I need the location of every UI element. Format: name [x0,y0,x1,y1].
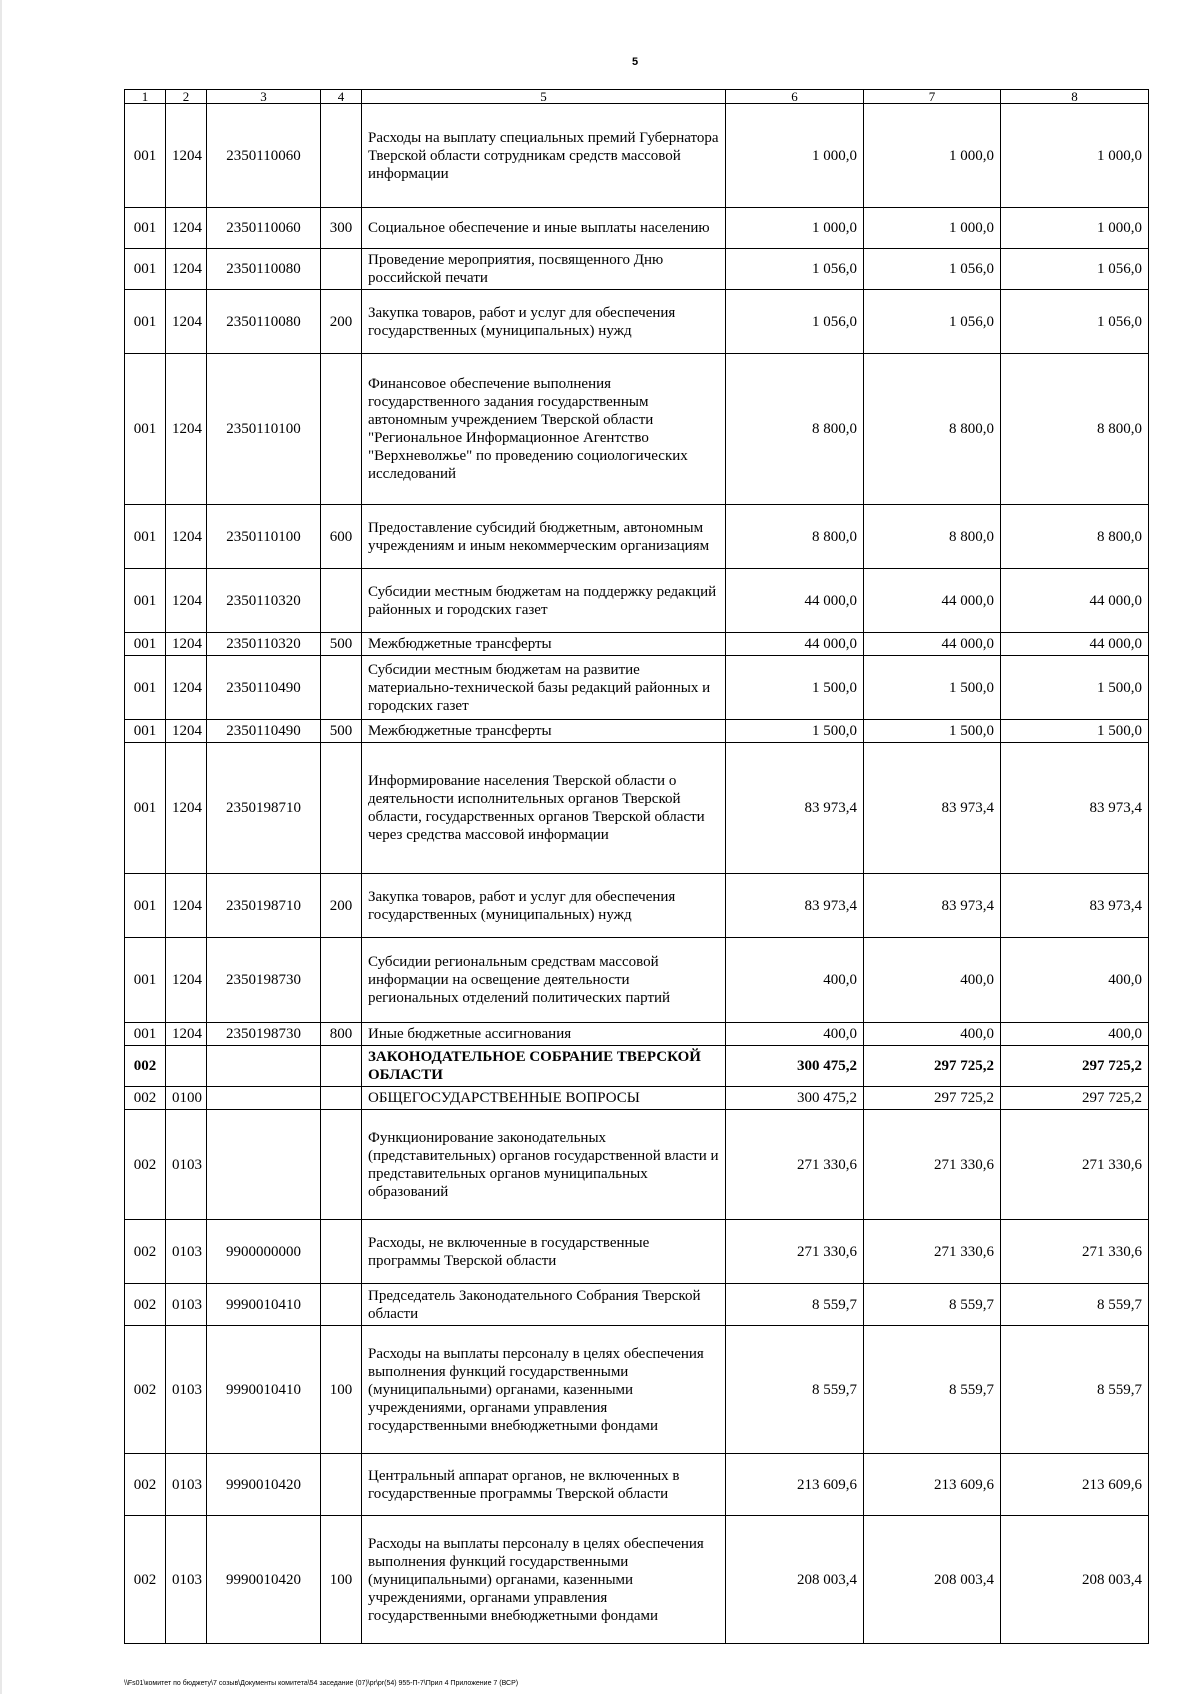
cell-target-article: 2350110100 [207,354,321,505]
table-row [125,208,1149,249]
cell-description: ОБЩЕГОСУДАРСТВЕННЫЕ ВОПРОСЫ [362,1087,726,1110]
col-header-2: 2 [166,90,207,104]
cell-section-code: 1204 [166,874,207,938]
table-row [125,249,1149,290]
cell-ministry-code: 001 [125,569,166,633]
cell-description: Межбюджетные трансферты [362,633,726,656]
cell-amount-2024: 1 056,0 [864,290,1001,354]
cell-amount-2025: 400,0 [1001,938,1149,1023]
cell-amount-2024: 1 500,0 [864,656,1001,720]
table-row [125,1087,1149,1110]
cell-expense-type [321,1087,362,1110]
cell-amount-2025: 44 000,0 [1001,633,1149,656]
cell-target-article: 2350198730 [207,938,321,1023]
table-row [125,1046,1149,1087]
cell-section-code: 1204 [166,656,207,720]
cell-description: Предоставление субсидий бюджетным, автономным учреждениям и иным некоммерческим организациям [362,505,726,569]
cell-amount-2025: 297 725,2 [1001,1087,1149,1110]
cell-target-article: 2350110060 [207,208,321,249]
cell-section-code: 1204 [166,249,207,290]
cell-amount-2025: 1 056,0 [1001,249,1149,290]
cell-expense-type: 500 [321,633,362,656]
table-row [125,1110,1149,1220]
cell-expense-type [321,104,362,208]
cell-ministry-code: 001 [125,720,166,743]
table-row [125,1220,1149,1284]
cell-amount-2024: 213 609,6 [864,1454,1001,1516]
cell-amount-2025: 8 559,7 [1001,1326,1149,1454]
cell-target-article: 9990010420 [207,1454,321,1516]
col-header-7: 7 [864,90,1001,104]
cell-target-article [207,1110,321,1220]
cell-expense-type: 200 [321,290,362,354]
col-header-8: 8 [1001,90,1149,104]
table-row [125,1454,1149,1516]
cell-amount-2024: 1 000,0 [864,208,1001,249]
cell-expense-type: 600 [321,505,362,569]
cell-amount-2023: 8 559,7 [726,1326,864,1454]
cell-description: Межбюджетные трансферты [362,720,726,743]
cell-ministry-code: 001 [125,1023,166,1046]
cell-description: Субсидии региональным средствам массовой информации на освещение деятельности региональных отделений политических партий [362,938,726,1023]
table-row [125,1284,1149,1326]
table-row [125,938,1149,1023]
cell-target-article: 2350110100 [207,505,321,569]
cell-description: Закупка товаров, работ и услуг для обеспечения государственных (муниципальных) нужд [362,874,726,938]
cell-amount-2025: 1 000,0 [1001,208,1149,249]
cell-amount-2024: 83 973,4 [864,743,1001,874]
cell-amount-2023: 300 475,2 [726,1046,864,1087]
cell-target-article: 9990010420 [207,1516,321,1644]
cell-expense-type [321,938,362,1023]
table-row [125,290,1149,354]
cell-amount-2023: 8 800,0 [726,505,864,569]
cell-section-code: 0103 [166,1110,207,1220]
cell-target-article: 2350110060 [207,104,321,208]
table-row [125,505,1149,569]
cell-ministry-code: 001 [125,208,166,249]
cell-ministry-code: 001 [125,505,166,569]
cell-amount-2025: 1 500,0 [1001,720,1149,743]
cell-amount-2024: 297 725,2 [864,1046,1001,1087]
cell-ministry-code: 002 [125,1046,166,1087]
cell-expense-type: 800 [321,1023,362,1046]
cell-target-article: 9900000000 [207,1220,321,1284]
cell-amount-2025: 1 000,0 [1001,104,1149,208]
cell-amount-2025: 8 559,7 [1001,1284,1149,1326]
file-path-footer: \\Fs01\комитет по бюджету\7 созыв\Документы комитета\54 заседание (07)\pr\pr(54) 955-П-7\Прил 4 Приложение 7 (ВСР) [124,1680,519,1687]
table-row [125,874,1149,938]
table-row [125,104,1149,208]
cell-amount-2023: 8 559,7 [726,1284,864,1326]
cell-section-code: 0100 [166,1087,207,1110]
cell-target-article: 9990010410 [207,1326,321,1454]
cell-target-article: 2350110490 [207,656,321,720]
cell-amount-2025: 400,0 [1001,1023,1149,1046]
cell-expense-type [321,743,362,874]
cell-description: Председатель Законодательного Собрания Тверской области [362,1284,726,1326]
cell-amount-2024: 271 330,6 [864,1220,1001,1284]
cell-amount-2023: 400,0 [726,938,864,1023]
cell-amount-2024: 44 000,0 [864,633,1001,656]
cell-amount-2025: 8 800,0 [1001,505,1149,569]
cell-amount-2025: 271 330,6 [1001,1110,1149,1220]
cell-amount-2023: 208 003,4 [726,1516,864,1644]
table-row [125,354,1149,505]
cell-section-code: 1204 [166,354,207,505]
cell-description: Информирование населения Тверской области о деятельности исполнительных органов Тверской области, государственных органов Тверской области через средства массовой информации [362,743,726,874]
col-header-1: 1 [125,90,166,104]
cell-ministry-code: 001 [125,104,166,208]
cell-description: Субсидии местным бюджетам на поддержку редакций районных и городских газет [362,569,726,633]
table-row [125,569,1149,633]
cell-amount-2024: 44 000,0 [864,569,1001,633]
cell-amount-2023: 8 800,0 [726,354,864,505]
cell-ministry-code: 001 [125,656,166,720]
cell-amount-2023: 44 000,0 [726,633,864,656]
cell-description: Расходы, не включенные в государственные программы Тверской области [362,1220,726,1284]
table-row [125,743,1149,874]
cell-target-article: 2350198710 [207,874,321,938]
cell-target-article [207,1046,321,1087]
cell-amount-2025: 83 973,4 [1001,874,1149,938]
col-header-5: 5 [362,90,726,104]
cell-expense-type [321,1284,362,1326]
cell-ministry-code: 001 [125,290,166,354]
table-row [125,720,1149,743]
cell-amount-2025: 213 609,6 [1001,1454,1149,1516]
cell-amount-2023: 1 000,0 [726,104,864,208]
cell-ministry-code: 002 [125,1220,166,1284]
cell-amount-2024: 208 003,4 [864,1516,1001,1644]
cell-expense-type: 300 [321,208,362,249]
cell-amount-2023: 1 500,0 [726,720,864,743]
cell-section-code: 1204 [166,208,207,249]
cell-section-code: 1204 [166,104,207,208]
cell-target-article [207,1087,321,1110]
cell-section-code: 1204 [166,569,207,633]
cell-amount-2024: 400,0 [864,938,1001,1023]
cell-amount-2023: 44 000,0 [726,569,864,633]
table-row [125,656,1149,720]
cell-section-code: 1204 [166,633,207,656]
cell-amount-2025: 8 800,0 [1001,354,1149,505]
cell-amount-2023: 300 475,2 [726,1087,864,1110]
cell-section-code: 0103 [166,1454,207,1516]
cell-section-code: 0103 [166,1220,207,1284]
cell-amount-2023: 271 330,6 [726,1110,864,1220]
cell-amount-2025: 1 500,0 [1001,656,1149,720]
cell-ministry-code: 001 [125,874,166,938]
cell-ministry-code: 002 [125,1087,166,1110]
cell-section-code: 1204 [166,720,207,743]
cell-description: Проведение мероприятия, посвященного Дню российской печати [362,249,726,290]
cell-amount-2024: 83 973,4 [864,874,1001,938]
cell-description: Социальное обеспечение и иные выплаты населению [362,208,726,249]
cell-description: Расходы на выплаты персоналу в целях обеспечения выполнения функций государственными (муниципальными) органами, казенными учреждениями, органами управления государственными внебюджетными фондами [362,1326,726,1454]
cell-target-article: 9990010410 [207,1284,321,1326]
cell-expense-type: 200 [321,874,362,938]
cell-expense-type [321,1454,362,1516]
cell-ministry-code: 001 [125,249,166,290]
cell-description: Расходы на выплату специальных премий Губернатора Тверской области сотрудникам средств массовой информации [362,104,726,208]
cell-description: ЗАКОНОДАТЕЛЬНОЕ СОБРАНИЕ ТВЕРСКОЙ ОБЛАСТИ [362,1046,726,1087]
cell-ministry-code: 001 [125,938,166,1023]
cell-section-code [166,1046,207,1087]
cell-amount-2023: 1 056,0 [726,290,864,354]
cell-amount-2025: 1 056,0 [1001,290,1149,354]
cell-ministry-code: 002 [125,1284,166,1326]
cell-description: Финансовое обеспечение выполнения государственного задания государственным автономным учреждением Тверской области "Региональное Информационное Агентство "Верхневолжье" по проведению социологических исследований [362,354,726,505]
cell-ministry-code: 002 [125,1110,166,1220]
table-body [125,104,1149,1644]
cell-section-code: 0103 [166,1326,207,1454]
cell-amount-2023: 83 973,4 [726,874,864,938]
cell-amount-2024: 271 330,6 [864,1110,1001,1220]
cell-target-article: 2350110080 [207,290,321,354]
cell-section-code: 0103 [166,1284,207,1326]
cell-target-article: 2350110320 [207,633,321,656]
cell-amount-2023: 1 056,0 [726,249,864,290]
cell-amount-2024: 400,0 [864,1023,1001,1046]
cell-amount-2023: 271 330,6 [726,1220,864,1284]
cell-expense-type [321,656,362,720]
cell-description: Центральный аппарат органов, не включенных в государственные программы Тверской области [362,1454,726,1516]
cell-target-article: 2350198710 [207,743,321,874]
cell-amount-2023: 1 000,0 [726,208,864,249]
cell-amount-2024: 8 800,0 [864,354,1001,505]
cell-section-code: 1204 [166,743,207,874]
cell-expense-type [321,1220,362,1284]
cell-target-article: 2350110490 [207,720,321,743]
cell-expense-type: 100 [321,1326,362,1454]
table-row [125,1516,1149,1644]
cell-amount-2024: 8 559,7 [864,1284,1001,1326]
cell-amount-2025: 271 330,6 [1001,1220,1149,1284]
table-row [125,1023,1149,1046]
cell-amount-2025: 297 725,2 [1001,1046,1149,1087]
cell-amount-2024: 1 056,0 [864,249,1001,290]
cell-amount-2025: 44 000,0 [1001,569,1149,633]
cell-amount-2024: 1 500,0 [864,720,1001,743]
cell-ministry-code: 002 [125,1454,166,1516]
cell-amount-2023: 213 609,6 [726,1454,864,1516]
cell-expense-type [321,1110,362,1220]
cell-target-article: 2350198730 [207,1023,321,1046]
cell-expense-type: 100 [321,1516,362,1644]
cell-amount-2024: 297 725,2 [864,1087,1001,1110]
col-header-3: 3 [207,90,321,104]
cell-ministry-code: 002 [125,1516,166,1644]
cell-amount-2025: 208 003,4 [1001,1516,1149,1644]
cell-description: Субсидии местным бюджетам на развитие материально-технической базы редакций районных и городских газет [362,656,726,720]
cell-expense-type [321,249,362,290]
cell-ministry-code: 001 [125,633,166,656]
cell-section-code: 1204 [166,1023,207,1046]
cell-amount-2023: 83 973,4 [726,743,864,874]
cell-amount-2025: 83 973,4 [1001,743,1149,874]
header-row [125,90,1149,104]
cell-description: Расходы на выплаты персоналу в целях обеспечения выполнения функций государственными (муниципальными) органами, казенными учреждениями, органами управления государственными внебюджетными фондами [362,1516,726,1644]
cell-ministry-code: 001 [125,354,166,505]
cell-ministry-code: 001 [125,743,166,874]
table-row [125,1326,1149,1454]
cell-target-article: 2350110080 [207,249,321,290]
scan-edge [0,0,2,1694]
col-header-6: 6 [726,90,864,104]
cell-expense-type [321,354,362,505]
cell-section-code: 1204 [166,938,207,1023]
col-header-4: 4 [321,90,362,104]
cell-amount-2023: 400,0 [726,1023,864,1046]
page-number: 5 [631,56,639,68]
cell-amount-2024: 8 800,0 [864,505,1001,569]
cell-amount-2023: 1 500,0 [726,656,864,720]
cell-description: Функционирование законодательных (представительных) органов государственной власти и представительных органов муниципальных образований [362,1110,726,1220]
cell-section-code: 1204 [166,505,207,569]
cell-ministry-code: 002 [125,1326,166,1454]
cell-amount-2024: 1 000,0 [864,104,1001,208]
table-row [125,633,1149,656]
cell-expense-type [321,569,362,633]
cell-description: Закупка товаров, работ и услуг для обеспечения государственных (муниципальных) нужд [362,290,726,354]
cell-section-code: 1204 [166,290,207,354]
cell-description: Иные бюджетные ассигнования [362,1023,726,1046]
cell-target-article: 2350110320 [207,569,321,633]
cell-amount-2024: 8 559,7 [864,1326,1001,1454]
cell-section-code: 0103 [166,1516,207,1644]
cell-expense-type [321,1046,362,1087]
budget-table [124,89,1149,1644]
cell-expense-type: 500 [321,720,362,743]
